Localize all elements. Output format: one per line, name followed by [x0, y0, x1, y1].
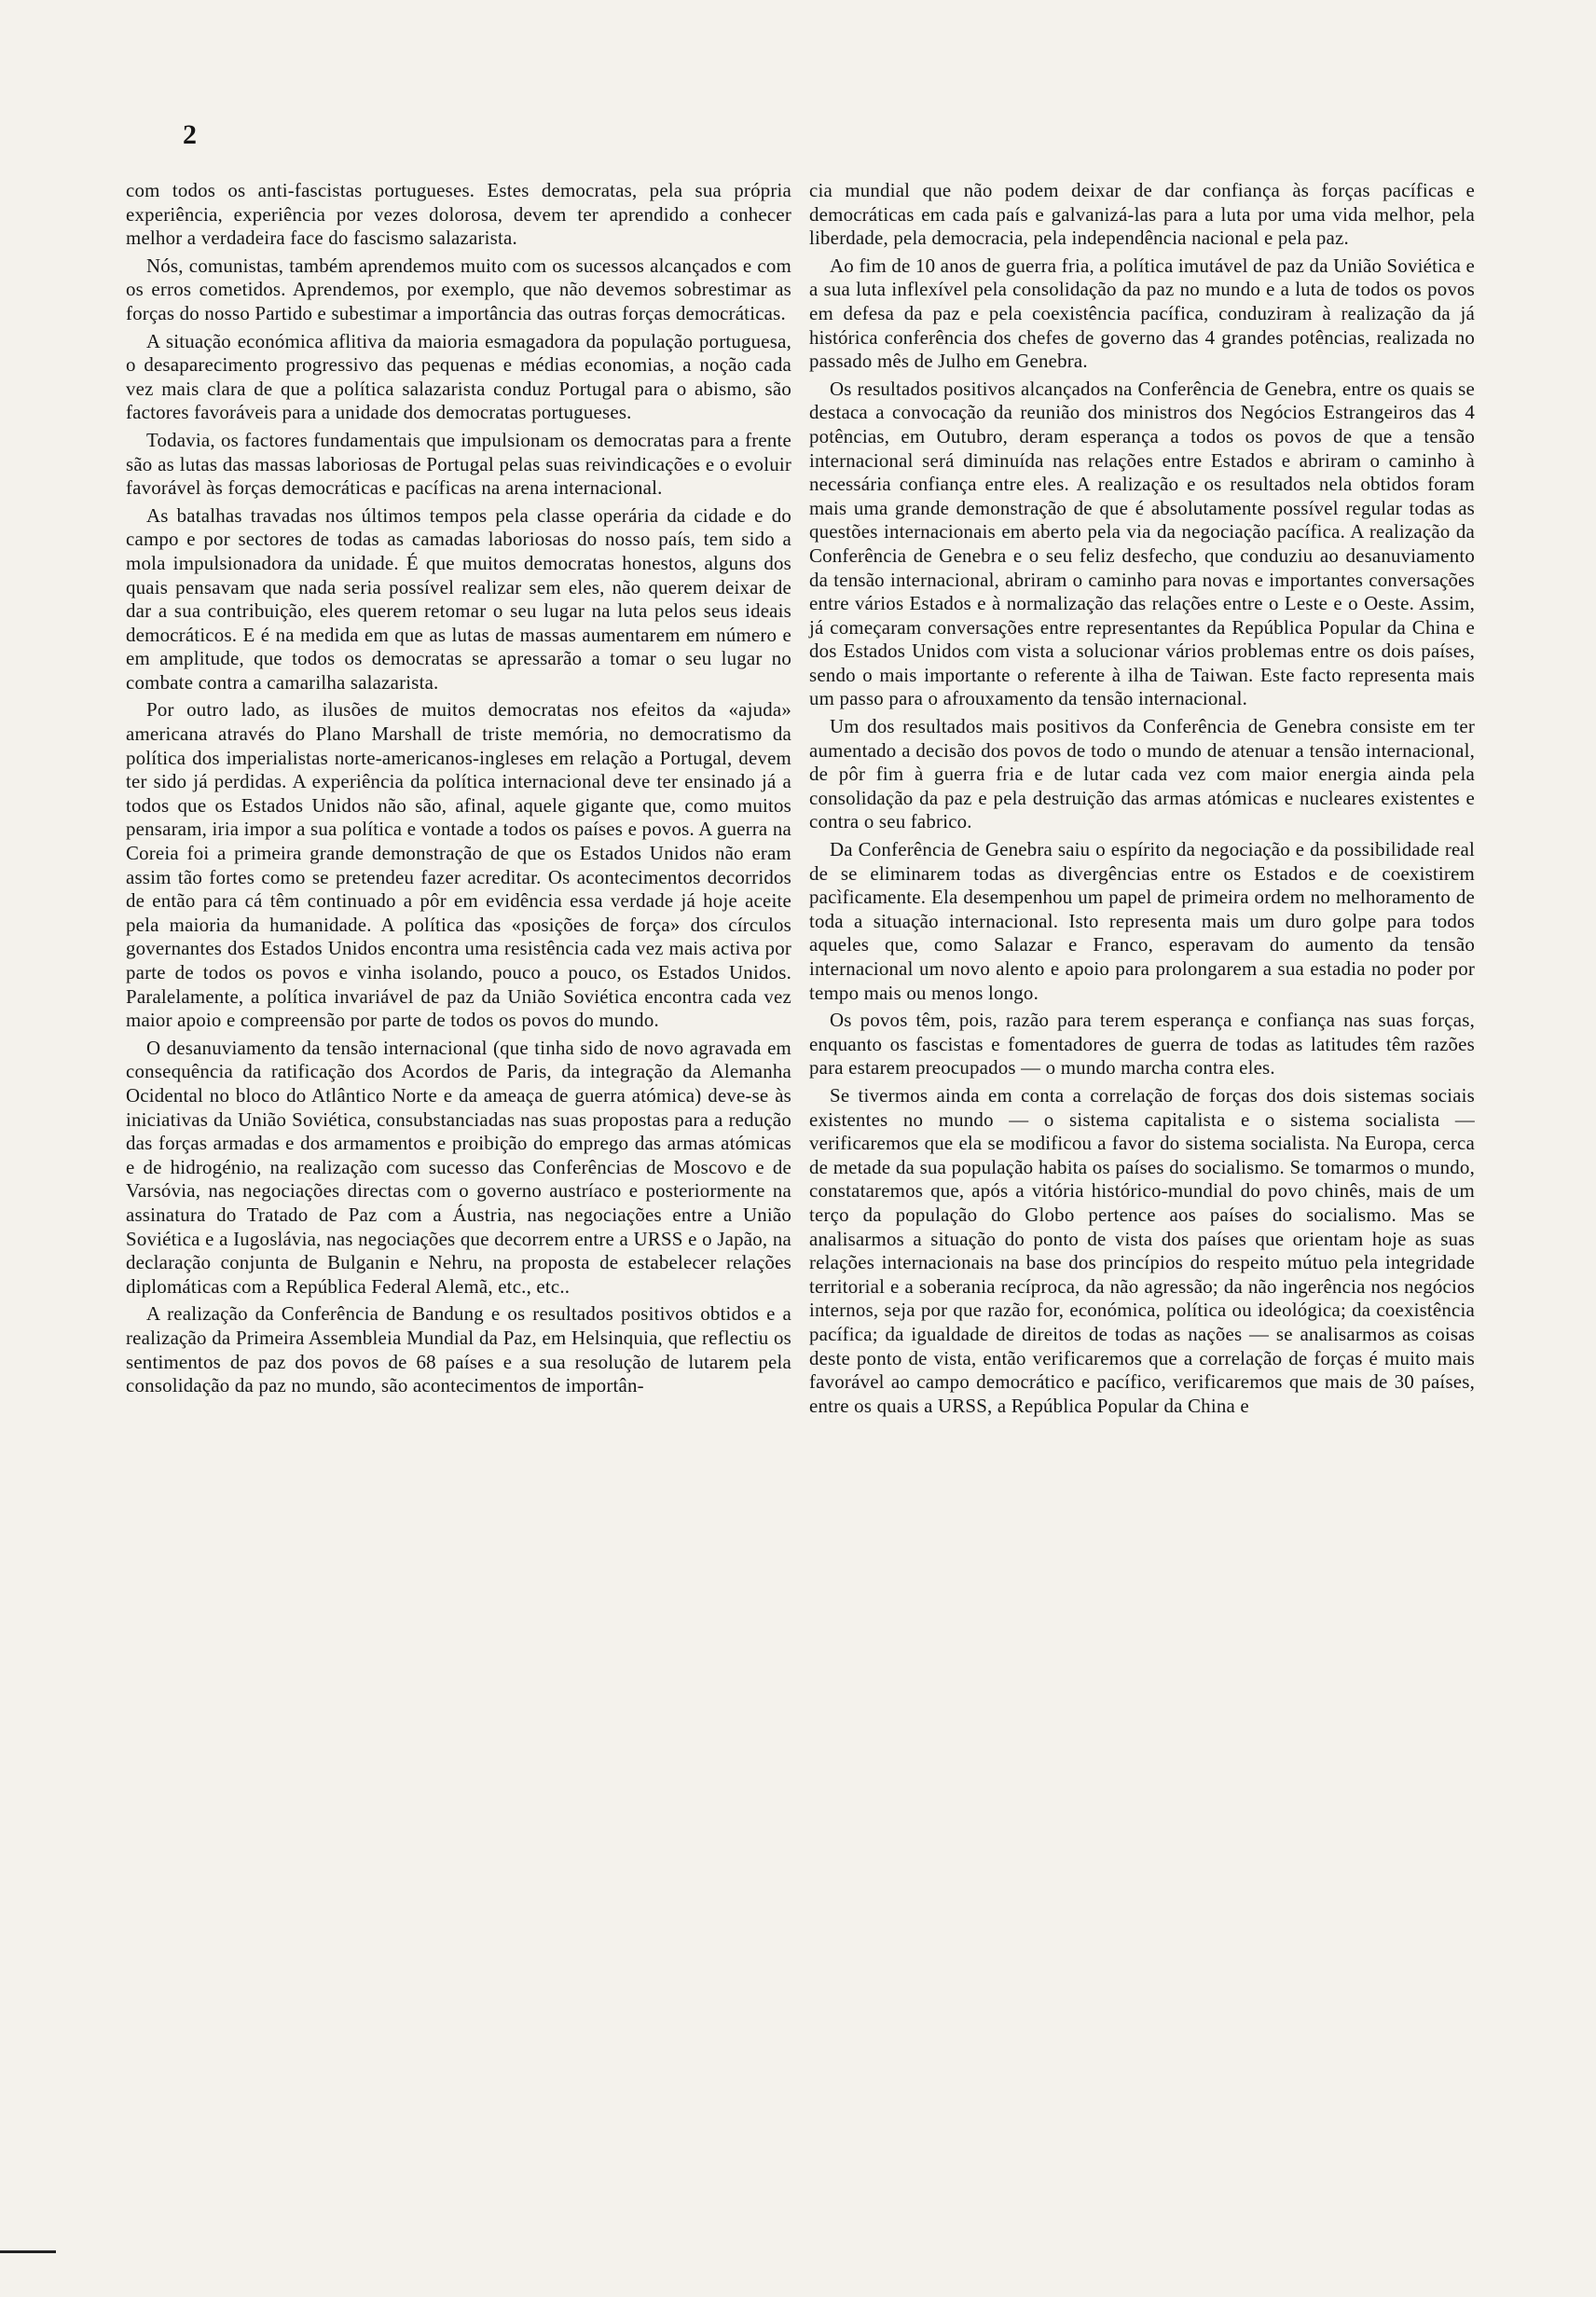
left-column [126, 179, 791, 1402]
paragraph: Todavia, os factores fundamentais que impulsionam os democratas para a frente são as lutas das massas laboriosas de Portugal pelas suas reivindicações e o evoluir favorável às forças democráticas e pacíficas na arena internacional. [126, 428, 791, 500]
scan-edge-mark [0, 2250, 56, 2253]
paragraph: Os povos têm, pois, razão para terem esperança e confiança nas suas forças, enquanto os fascistas e fomentadores de guerra de todas as latitudes têm razões para estarem preocupados — o mundo marcha contra eles. [809, 1009, 1475, 1080]
paragraph: A situação económica aflitiva da maioria esmagadora da população portuguesa, o desaparecimento progressivo das pequenas e médias economias, a noção cada vez mais clara de que a política salazarista conduz Portugal para o abismo, são factores favoráveis para a unidade dos democratas portugueses. [126, 329, 791, 424]
paragraph: cia mundial que não podem deixar de dar confiança às forças pacíficas e democráticas em cada país e galvanizá-las para a luta por uma vida melhor, pela liberdade, pela democracia, pela independência nacional e pela paz. [809, 179, 1475, 250]
paragraph: Da Conferência de Genebra saiu o espírito da negociação e da possibilidade real de se eliminarem todas as divergências entre os Estados e de coexistirem pacìficamente. Ela desempenhou um papel de primeira ordem no melhoramento de toda a situação internacional. Isto representa mais um duro golpe para todos aqueles que, como Salazar e Franco, esperavam do aumento da tensão internacional um novo alento e apoio para prolongarem a sua estadia no poder por tempo mais ou menos longo. [809, 838, 1475, 1004]
paragraph: O desanuviamento da tensão internacional (que tinha sido de novo agravada em consequência da ratificação dos Acordos de Paris, da integração da Alemanha Ocidental no bloco do Atlântico Norte e da ameaça de guerra atómica) deve-se às iniciativas da União Soviética, consubstanciadas nas suas propostas para a redução das forças armadas e dos armamentos e proibição do emprego das armas atómicas e de hidrogénio, na realização com sucesso das Conferências de Moscovo e de Varsóvia, nas negociações directas com o governo austríaco e posteriormente na assinatura do Tratado de Paz com a Áustria, nas negociações entre a União Soviética e a Iugoslávia, nas negociações que decorrem entre a URSS e o Japão, na declaração conjunta de Bulganin e Nehru, na proposta de estabelecer relações diplomáticas com a República Federal Alemã, etc., etc.. [126, 1036, 791, 1298]
paragraph: As batalhas travadas nos últimos tempos pela classe operária da cidade e do campo e por sectores de todas as camadas laboriosas do nosso país, tem sido a mola impulsionadora da unidade. É que muitos democratas honestos, alguns dos quais pensavam que nada seria possível realizar sem eles, não querem deixar de dar a sua contribuição, eles querem retomar o seu lugar na luta pelos seus ideais democráticos. E é na medida em que as lutas de massas aumentarem em número e em amplitude, que todos os democratas se apressarão a tomar o seu lugar no combate contra a camarilha salazarista. [126, 503, 791, 694]
paragraph: A realização da Conferência de Bandung e os resultados positivos obtidos e a realização da Primeira Assembleia Mundial da Paz, em Helsinquia, que reflectiu os sentimentos de paz dos povos de 68 países e a sua resolução de lutarem pela consolidação da paz no mundo, são acontecimentos de importân- [126, 1302, 791, 1397]
paragraph: Os resultados positivos alcançados na Conferência de Genebra, entre os quais se destaca a convocação da reunião dos ministros dos Negócios Estrangeiros das 4 potências, em Outubro, deram esperança a todos os povos de que a tensão internacional será diminuída nas relações entre Estados e abriram o caminho à necessária confiança entre eles. A realização e os resultados nela obtidos foram mais uma grande demonstração de que é absolutamente possível regular todas as questões internacionais em aberto pela via da negociação pacífica. A realização da Conferência de Genebra e o seu feliz desfecho, que conduziu ao desanuviamento da tensão internacional, abriram o caminho para novas e importantes conversações entre vários Estados e à normalização das relações entre o Leste e o Oeste. Assim, já começaram conversações entre representantes da República Popular da China e dos Estados Unidos com vista a solucionar vários problemas entre os dois países, sendo o mais importante o referente à ilha de Taiwan. Este facto representa mais um passo para o afrouxamento da tensão internacional. [809, 377, 1475, 710]
paragraph: com todos os anti-fascistas portugueses. Estes democratas, pela sua própria experiência, experiência por vezes dolorosa, devem ter aprendido a conhecer melhor a verdadeira face do fascismo salazarista. [126, 179, 791, 250]
page-number: 2 [183, 119, 197, 150]
paragraph: Ao fim de 10 anos de guerra fria, a política imutável de paz da União Soviética e a sua luta inflexível pela consolidação da paz no mundo e a luta de todos os povos em defesa da paz e pela coexistência pacífica, conduziram à realização da já histórica conferência dos chefes de governo das 4 grandes potências, realizada no passado mês de Julho em Genebra. [809, 254, 1475, 373]
paragraph: Um dos resultados mais positivos da Conferência de Genebra consiste em ter aumentado a decisão dos povos de todo o mundo de atenuar a tensão internacional, de pôr fim à guerra fria e de lutar cada vez com maior energia ainda pela consolidação da paz e pela destruição das armas atómicas e nucleares existentes e contra o seu fabrico. [809, 715, 1475, 833]
paragraph: Nós, comunistas, também aprendemos muito com os sucessos alcançados e com os erros cometidos. Aprendemos, por exemplo, que não devemos sobrestimar as forças do nosso Partido e subestimar a importância das outras forças democráticas. [126, 254, 791, 324]
right-column [809, 179, 1475, 1422]
paragraph: Se tivermos ainda em conta a correlação de forças dos dois sistemas sociais existentes no mundo — o sistema capitalista e o sistema socialista — verificaremos que ela se modificou a favor do sistema socialista. Na Europa, cerca de metade da sua população habita os países do socialismo. Se tomarmos o mundo, constataremos que, após a vitória histórico-mundial do povo chinês, mais de um terço da população do Globo pertence aos países do socialismo. Mas se analisarmos a situação do ponto de vista dos países que orientam hoje as suas relações internacionais na base dos princípios do respeito mútuo pela integridade territorial e a soberania recíproca, da não agressão; da não ingerência nos negócios internos, seja por que razão for, económica, política ou ideológica; da coexistência pacífica; da igualdade de direitos de todas as nações — se analisarmos as coisas deste ponto de vista, então verificaremos que a correlação de forças é muito mais favorável ao campo democrático e pacífico, verificaremos que mais de 30 países, entre os quais a URSS, a República Popular da China e [809, 1083, 1475, 1417]
paragraph: Por outro lado, as ilusões de muitos democratas nos efeitos da «ajuda» americana através do Plano Marshall de triste memória, no democratismo da política dos imperialistas norte-americanos-ingleses em relação a Portugal, devem ter sido já perdidas. A experiência da política internacional deve ter ensinado já a todos que os Estados Unidos não são, afinal, aquele gigante que, como muitos pensaram, iria impor a sua política e vontade a todos os países e povos. A guerra na Coreia foi a primeira grande demonstração de que os Estados Unidos não eram assim tão fortes como se pretendeu fazer acreditar. Os acontecimentos decorridos de então para cá têm continuado a pôr em evidência essa verdade já hoje aceite pela maioria da humanidade. A política das «posições de força» dos círculos governantes dos Estados Unidos encontra uma resistência cada vez mais activa por parte de todos os povos e vinha isolando, pouco a pouco, os Estados Unidos. Paralelamente, a política invariável de paz da União Soviética encontra cada vez maior apoio e compreensão por parte de todos os povos do mundo. [126, 698, 791, 1032]
